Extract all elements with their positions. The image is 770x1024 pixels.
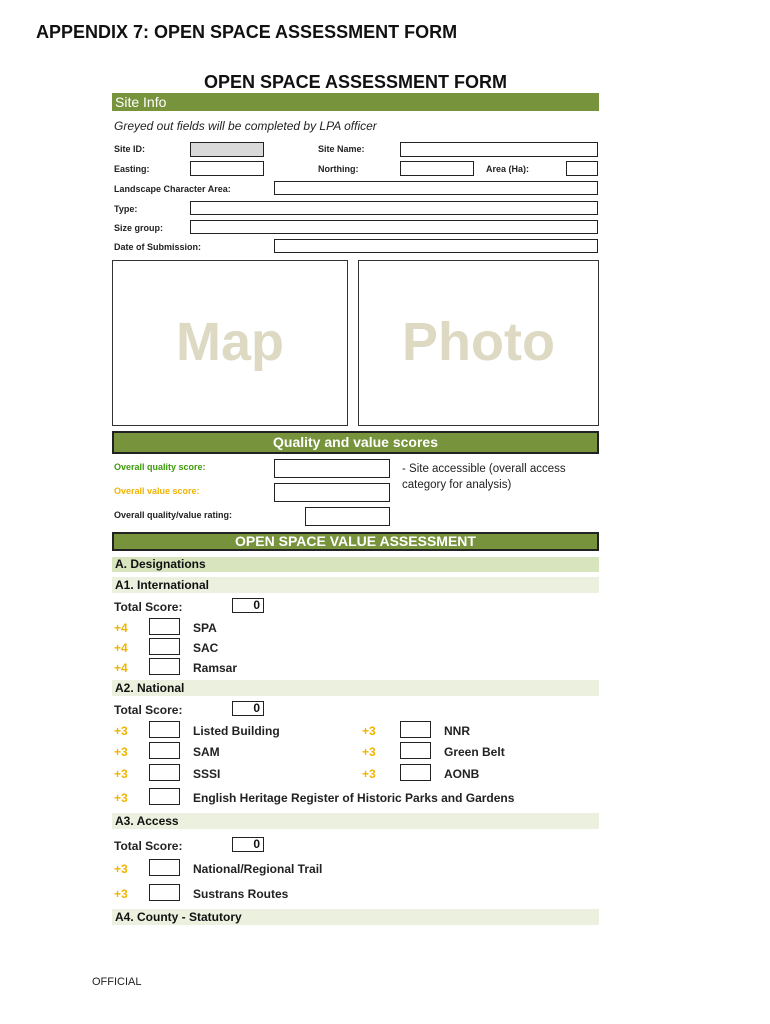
size-group-label: Size group: xyxy=(114,223,163,233)
a2-greenbelt-checkbox[interactable] xyxy=(400,742,431,759)
a2-aonb-label: AONB xyxy=(444,767,480,781)
assessment-bar: OPEN SPACE VALUE ASSESSMENT xyxy=(112,532,599,551)
a2-greenbelt-points: +3 xyxy=(362,745,376,759)
area-field[interactable] xyxy=(566,161,598,176)
a2-total-score: 0 xyxy=(232,701,264,716)
map-placeholder: Map xyxy=(176,312,284,372)
type-label: Type: xyxy=(114,204,138,214)
greyed-fields-note: Greyed out fields will be completed by LPA officer xyxy=(114,119,377,133)
a1-total-score: 0 xyxy=(232,598,264,613)
site-info-bar: Site Info xyxy=(112,93,599,111)
a2-listed-checkbox[interactable] xyxy=(149,721,180,738)
rating-field[interactable] xyxy=(305,507,390,526)
a4-heading: A4. County - Statutory xyxy=(112,909,599,925)
a1-total-label: Total Score: xyxy=(114,600,183,614)
overall-quality-field[interactable] xyxy=(274,459,390,478)
a3-trail-checkbox[interactable] xyxy=(149,859,180,876)
a2-listed-points: +3 xyxy=(114,724,128,738)
date-field[interactable] xyxy=(274,239,598,253)
rating-label: Overall quality/value rating: xyxy=(114,510,233,520)
a3-sustrans-label: Sustrans Routes xyxy=(193,887,289,901)
a1-spa-label: SPA xyxy=(193,621,217,635)
a3-sustrans-points: +3 xyxy=(114,887,128,901)
quality-bar: Quality and value scores xyxy=(112,431,599,454)
a2-nnr-checkbox[interactable] xyxy=(400,721,431,738)
section-a-heading: A. Designations xyxy=(112,557,599,572)
easting-field[interactable] xyxy=(190,161,264,176)
a2-sam-points: +3 xyxy=(114,745,128,759)
northing-field[interactable] xyxy=(400,161,474,176)
a3-heading: A3. Access xyxy=(112,813,599,829)
a3-total-label: Total Score: xyxy=(114,839,183,853)
size-group-field[interactable] xyxy=(190,220,598,234)
overall-value-label: Overall value score: xyxy=(114,486,200,496)
overall-quality-label: Overall quality score: xyxy=(114,462,206,472)
a3-trail-label: National/Regional Trail xyxy=(193,862,323,876)
a2-sssi-points: +3 xyxy=(114,767,128,781)
a2-sam-checkbox[interactable] xyxy=(149,742,180,759)
a2-parks-label: English Heritage Register of Historic Parks and Gardens xyxy=(193,791,515,805)
northing-label: Northing: xyxy=(318,164,359,174)
map-panel[interactable] xyxy=(112,260,348,426)
site-id-field[interactable] xyxy=(190,142,264,157)
landscape-field[interactable] xyxy=(274,181,598,195)
a2-nnr-label: NNR xyxy=(444,724,470,738)
a2-sssi-label: SSSI xyxy=(193,767,221,781)
a1-spa-points: +4 xyxy=(114,621,128,635)
a1-heading: A1. International xyxy=(112,577,599,593)
a1-sac-points: +4 xyxy=(114,641,128,655)
a2-parks-points: +3 xyxy=(114,791,128,805)
a2-nnr-points: +3 xyxy=(362,724,376,738)
landscape-label: Landscape Character Area: xyxy=(114,184,231,194)
easting-label: Easting: xyxy=(114,164,150,174)
a1-ramsar-points: +4 xyxy=(114,661,128,675)
a2-aonb-checkbox[interactable] xyxy=(400,764,431,781)
a2-parks-checkbox[interactable] xyxy=(149,788,180,805)
a3-trail-points: +3 xyxy=(114,862,128,876)
date-label: Date of Submission: xyxy=(114,242,202,252)
a2-heading: A2. National xyxy=(112,680,599,696)
site-name-field[interactable] xyxy=(400,142,598,157)
a1-sac-label: SAC xyxy=(193,641,219,655)
a2-total-label: Total Score: xyxy=(114,703,183,717)
a3-total-score: 0 xyxy=(232,837,264,852)
site-accessible-note: - Site accessible (overall access category for analysis) xyxy=(402,463,566,491)
appendix-heading: APPENDIX 7: OPEN SPACE ASSESSMENT FORM xyxy=(36,22,458,42)
a2-listed-label: Listed Building xyxy=(193,724,280,738)
photo-placeholder: Photo xyxy=(402,312,555,372)
a2-aonb-points: +3 xyxy=(362,767,376,781)
a3-sustrans-checkbox[interactable] xyxy=(149,884,180,901)
a1-ramsar-checkbox[interactable] xyxy=(149,658,180,675)
footer-official: OFFICIAL xyxy=(92,976,142,988)
a1-spa-checkbox[interactable] xyxy=(149,618,180,635)
area-label: Area (Ha): xyxy=(486,164,530,174)
a1-ramsar-label: Ramsar xyxy=(193,661,238,675)
overall-value-field[interactable] xyxy=(274,483,390,502)
site-id-label: Site ID: xyxy=(114,144,146,154)
type-field[interactable] xyxy=(190,201,598,215)
photo-panel[interactable] xyxy=(358,260,599,426)
form-title: OPEN SPACE ASSESSMENT FORM xyxy=(203,72,508,92)
a2-sssi-checkbox[interactable] xyxy=(149,764,180,781)
a2-sam-label: SAM xyxy=(193,745,220,759)
a1-sac-checkbox[interactable] xyxy=(149,638,180,655)
site-name-label: Site Name: xyxy=(318,144,365,154)
a2-greenbelt-label: Green Belt xyxy=(444,745,505,759)
